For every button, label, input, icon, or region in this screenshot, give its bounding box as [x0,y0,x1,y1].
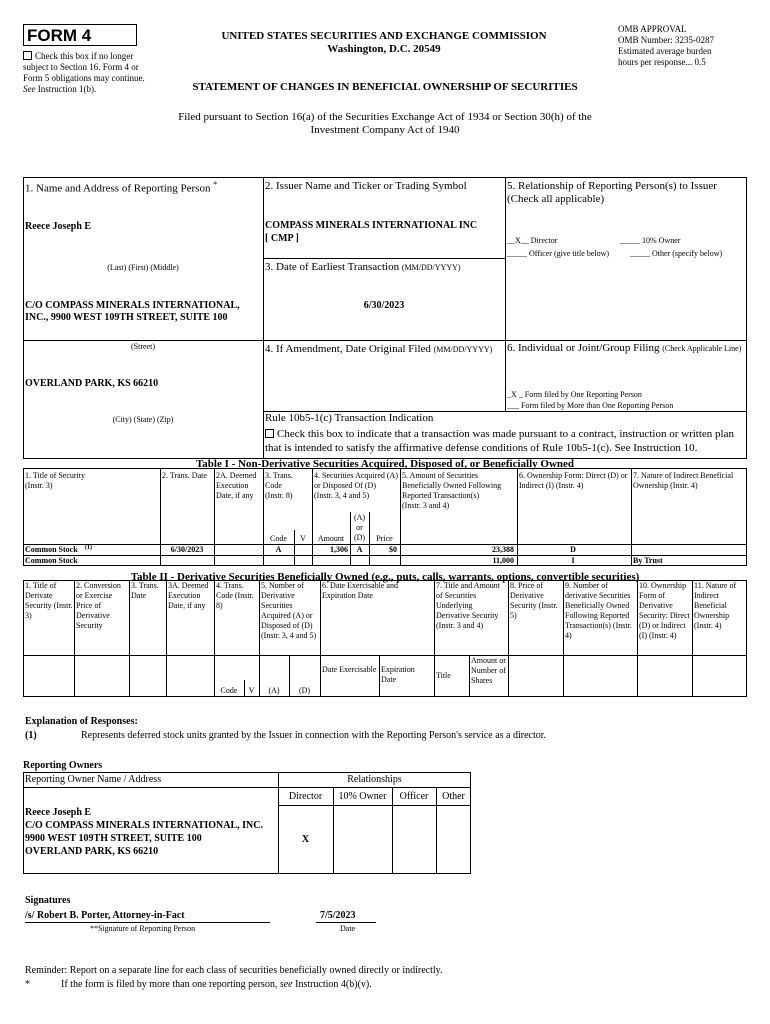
box2-label: 2. Issuer Name and Ticker or Trading Symbol [265,180,467,192]
t2-h11: 11. Nature of Indirect Beneficial Ownership (Instr. 4) [694,581,737,630]
filed-pursuant-2: Investment Company Act of 1940 [310,124,460,136]
table-row: Common Stock 11,000 I By Trust [25,556,663,565]
t2-h3a: 3A. Deemed Execution Date, if any [168,581,209,610]
t2-sub-d: (D) [298,686,311,695]
omb-hours: hours per response... 0.5 [618,57,706,67]
reporting-owners-heading: Reporting Owners [23,760,103,771]
reporting-person-name: Reece Joseph E [25,221,92,232]
t1-h3: 3. Trans. Code (Instr. 8) [265,471,293,500]
form-title: FORM 4 [27,26,92,45]
signer-name: /s/ Robert B. Porter, Attorney-in-Fact [25,910,185,921]
t1-sub-v: V [300,534,306,543]
box3-label: 3. Date of Earliest Transaction (MM/DD/YYYY) [265,261,461,273]
explanation-heading: Explanation of Responses: [25,716,138,727]
earliest-transaction-date: 6/30/2023 [363,300,405,311]
rule-10b5-label: Rule 10b5-1(c) Transaction Indication [265,412,434,424]
reporting-city: OVERLAND PARK, KS 66210 [25,378,159,389]
t1-sub-amount: Amount [317,534,345,543]
t2-sub-v: V [248,686,255,695]
explanation-note-number: (1) [25,730,37,741]
owner-address: Reece Joseph E C/O COMPASS MINERALS INTERNATIONAL, INC. 9900 WEST 109TH STREET, SUITE 100 OVERLAND PARK, KS 66210 [25,807,263,857]
t2-sub-a: (A) [268,686,280,695]
signer-label: **Signature of Reporting Person [90,924,196,933]
t1-h1: 1. Title of Security (Instr. 3) [25,471,86,490]
no-longer-subject-checkbox[interactable] [23,51,32,60]
t1-h2a: 2A. Deemed Execution Date, if any [216,471,257,500]
t2-h8: 8. Price of Derivative Security (Instr. 5) [510,581,558,620]
box5-label: 5. Relationship of Reporting Person(s) to Issuer (Check all applicable) [507,180,717,205]
t1-sub-code: Code [270,534,287,543]
t2-h2: 2. Conversion or Exercise Price of Derivative Security [76,581,121,630]
t1-h4: 4. Securities Acquired (A) or Disposed Of (D) (Instr. 3, 4 and 5) [314,471,398,500]
reminder-note: Reminder: Report on a separate line for each class of securities beneficially owned directly or indirectly. [25,965,443,976]
footnote-star: * [25,979,30,990]
agency-city: Washington, D.C. 20549 [327,43,441,55]
one-person-option[interactable]: _X _ Form filed by One Reporting Person [507,390,642,399]
other-option[interactable]: _____ Other (specify below) [630,249,723,258]
t2-h9: 9. Number of derivative Securities Beneficially Owned Following Reported Transaction(s) (Instr. 4) [565,581,632,640]
table-row: Common Stock (1) 6/30/2023 A 1,306 A $0 23,388 D [25,545,576,554]
t2-h7: 7. Title and Amount of Securities Underlying Derivative Security (Instr. 3 and 4) [436,581,501,630]
rule-10b5-text: Check this box to indicate that a transaction was made pursuant to a contract, instruction or written plan that is intended to satisfy the affirmative defense conditions of Rule 10b5-1(c). See Instruction 10. [265,428,734,454]
box4-label: 4. If Amendment, Date Original Filed (MM/DD/YYYY) [265,343,493,355]
table1-title: Table I - Non-Derivative Securities Acquired, Disposed of, or Beneficially Owned [195,458,575,470]
omb-approval-box [618,24,748,68]
signature-date: 7/5/2023 [320,910,356,921]
date-label: Date [340,924,356,933]
reporting-address: C/O COMPASS MINERALS INTERNATIONAL, INC., 9900 WEST 109TH STREET, SUITE 100 [25,300,240,323]
owners-col-ten: 10% Owner [338,791,387,802]
t1-sub-aord: (A) or (D) [353,513,366,542]
t2-h4: 4. Trans. Code (Instr. 8) [216,581,254,610]
box6-label: 6. Individual or Joint/Group Filing (Check Applicable Line) [507,342,742,354]
owners-col-other: Other [442,791,465,802]
t2-h1: 1. Title of Derivate Security (Instr. 3) [25,581,73,620]
street-label: (Street) [131,342,155,351]
t2-sub-expiration: Expiration Date [381,665,415,684]
t2-h3: 3. Trans. Date [131,581,159,600]
explanation-note-text: Represents deferred stock units granted by the Issuer in connection with the Reporting Person's service as a director. [81,730,547,741]
omb-number: OMB Number: 3235-0287 [618,35,714,45]
t1-sub-price: Price [376,534,393,543]
more-person-option[interactable]: ___ Form filed by More than One Reporting Person [507,401,674,410]
t1-h7: 7. Nature of Indirect Beneficial Ownership (Instr. 4) [633,471,734,490]
agency-name: UNITED STATES SECURITIES AND EXCHANGE COMMISSION [221,30,547,42]
issuer-ticker: [ CMP ] [265,233,299,244]
t1-h6: 6. Ownership Form: Direct (D) or Indirect (I) (Instr. 4) [519,471,628,490]
statement-title: STATEMENT OF CHANGES IN BENEFICIAL OWNERSHIP OF SECURITIES [192,81,578,93]
officer-option[interactable]: _____ Officer (give title below) [507,249,610,258]
table2-title: Table II - Derivative Securities Beneficially Owned (e.g., puts, calls, warrants, options, convertible securities) [130,571,640,583]
t2-sub-amount: Amount or Number of Shares [471,656,506,685]
filed-pursuant-1: Filed pursuant to Section 16(a) of the Securities Exchange Act of 1934 or Section 30(h) of the [178,111,592,123]
rule-10b5-checkbox[interactable] [265,429,274,438]
owner-director-mark: X [301,834,310,845]
no-longer-subject-note: Check this box if no longer subject to Section 16. Form 4 or Form 5 obligations may continue. See Instruction 1(b). [23,51,145,94]
t2-sub-title: Title [436,671,451,680]
owners-col-officer: Officer [399,791,429,802]
city-label: (City) (State) (Zip) [112,415,174,424]
owners-col-relationships: Relationships [347,774,402,785]
box1-label: 1. Name and Address of Reporting Person * [25,180,218,195]
signatures-heading: Signatures [25,895,71,906]
t2-sub-exercisable: Date Exercisable [322,665,377,674]
t1-h5: 5. Amount of Securities Beneficially Owned Following Reported Transaction(s) (Instr. 3 and 4) [402,471,502,510]
t2-h6: 6. Date Exercisable and Expiration Date [322,581,398,600]
name-parts-label: (Last) (First) (Middle) [107,263,179,272]
omb-burden: Estimated average burden [618,46,712,56]
owners-col-name: Reporting Owner Name / Address [25,774,162,785]
t2-h10: 10. Ownership Form of Derivative Security: Direct (D) or Indirect (I) (Instr. 4) [639,581,690,640]
t2-h5: 5. Number of Derivative Securities Acquired (A) or Disposed of (D) (Instr. 3, 4 and 5) [261,581,317,640]
ten-percent-owner-option[interactable]: _____ 10% Owner [620,236,681,245]
director-option[interactable]: __X__ Director [507,236,558,245]
omb-approval: OMB APPROVAL [618,24,687,34]
t2-sub-code: Code [220,686,238,695]
form-title-box [23,24,137,46]
t1-h2: 2. Trans. Date [162,471,207,480]
issuer-name: COMPASS MINERALS INTERNATIONAL INC [265,220,478,231]
owners-col-director: Director [288,791,323,802]
footnote-text: If the form is filed by more than one reporting person, see Instruction 4(b)(v). [61,979,372,990]
